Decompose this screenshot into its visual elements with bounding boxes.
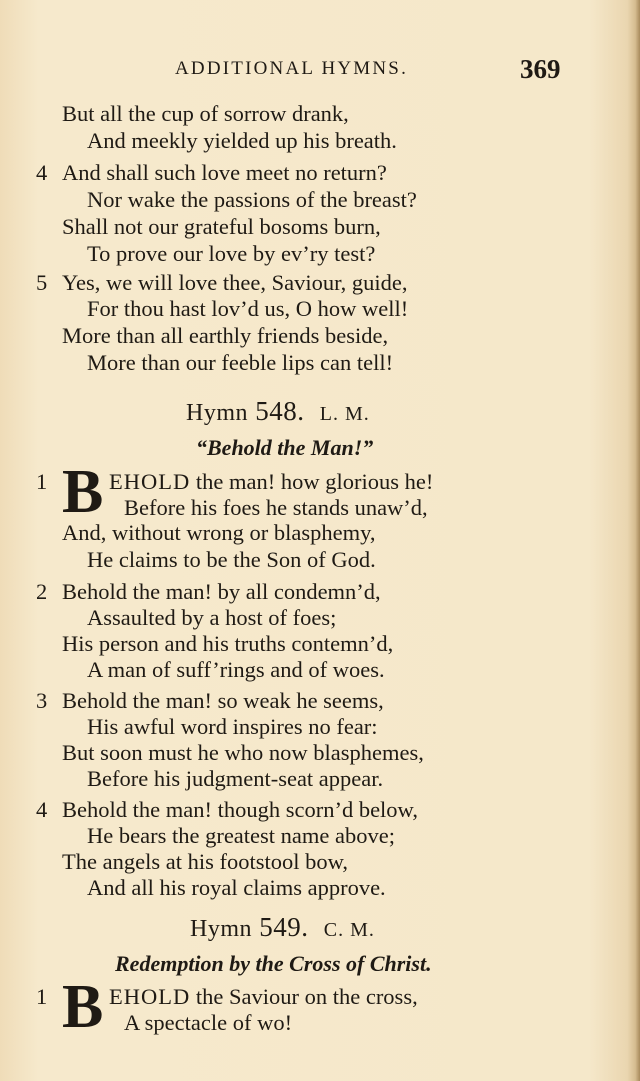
hymn-549-subtitle: Redemption by the Cross of Christ. [115,951,432,976]
capital-word: EHOLD [109,984,191,1009]
hymn-label: Hymn [190,916,252,942]
verse-line: He claims to be the Son of God. [87,547,376,572]
drop-cap: B [62,458,104,526]
stanza-number: 4 [36,797,48,822]
page-number: 369 [520,54,561,84]
verse-line [109,986,418,1009]
stanza-number: 2 [36,579,48,604]
hymn-label: Hymn [186,400,248,426]
verse-line: Before his judgment-seat appear. [87,766,384,791]
verse-line: His person and his truths contemn’d, [62,631,394,656]
verse-line: A spectacle of wo! [124,1010,293,1035]
stanza-number: 1 [36,469,48,494]
hymn-548-title [186,398,370,425]
verse-line: A man of suff’rings and of woes. [87,657,385,682]
verse-line: Before his foes he stands unaw’d, [124,495,428,520]
verse-line: More than all earthly friends beside, [62,323,389,348]
verse-line: And meekly yielded up his breath. [87,128,397,153]
verse-line: The angels at his footstool bow, [62,849,348,874]
verse-line: For thou hast lov’d us, O how well! [87,296,409,321]
stanza-number: 5 [36,270,48,295]
verse-line: To prove our love by ev’ry test? [87,241,376,266]
verse-line: Nor wake the passions of the breast? [87,187,417,212]
stanza-number: 3 [36,688,48,713]
hymn-meter: L. M. [319,403,370,425]
capital-word: EHOLD [109,469,191,494]
verse-line: And all his royal claims approve. [87,875,386,900]
running-head: ADDITIONAL HYMNS. [175,58,409,79]
verse-line: Yes, we will love thee, Saviour, guide, [62,270,408,295]
hymn-549-title [190,914,375,941]
stanza-number: 1 [36,984,48,1009]
verse-line: And shall such love meet no return? [62,160,387,185]
verse-line: Behold the man! so weak he seems, [62,688,384,713]
hymn-meter: C. M. [323,919,375,941]
hymn-number: 549. [259,912,309,942]
verse-line: Assaulted by a host of foes; [87,605,337,630]
verse-line: And, without wrong or blasphemy, [62,520,376,545]
verse-line: Shall not our grateful bosoms burn, [62,214,381,239]
verse-line: His awful word inspires no fear: [87,714,378,739]
verse-text: the Saviour on the cross, [195,984,418,1009]
verse-line: He bears the greatest name above; [87,823,395,848]
verse-line: Behold the man! by all condemn’d, [62,579,381,604]
verse-text: the man! how glorious he! [195,469,434,494]
hymn-number: 548. [255,396,305,426]
hymn-548-subtitle: “Behold the Man!” [196,435,374,460]
drop-cap: B [62,973,104,1041]
verse-line: But all the cup of sorrow drank, [62,101,349,126]
stanza-number: 4 [36,160,48,185]
verse-line: Behold the man! though scorn’d below, [62,797,418,822]
verse-line: But soon must he who now blasphemes, [62,740,424,765]
verse-line: More than our feeble lips can tell! [87,350,394,375]
page-edge [635,0,640,1081]
verse-line [109,471,433,494]
